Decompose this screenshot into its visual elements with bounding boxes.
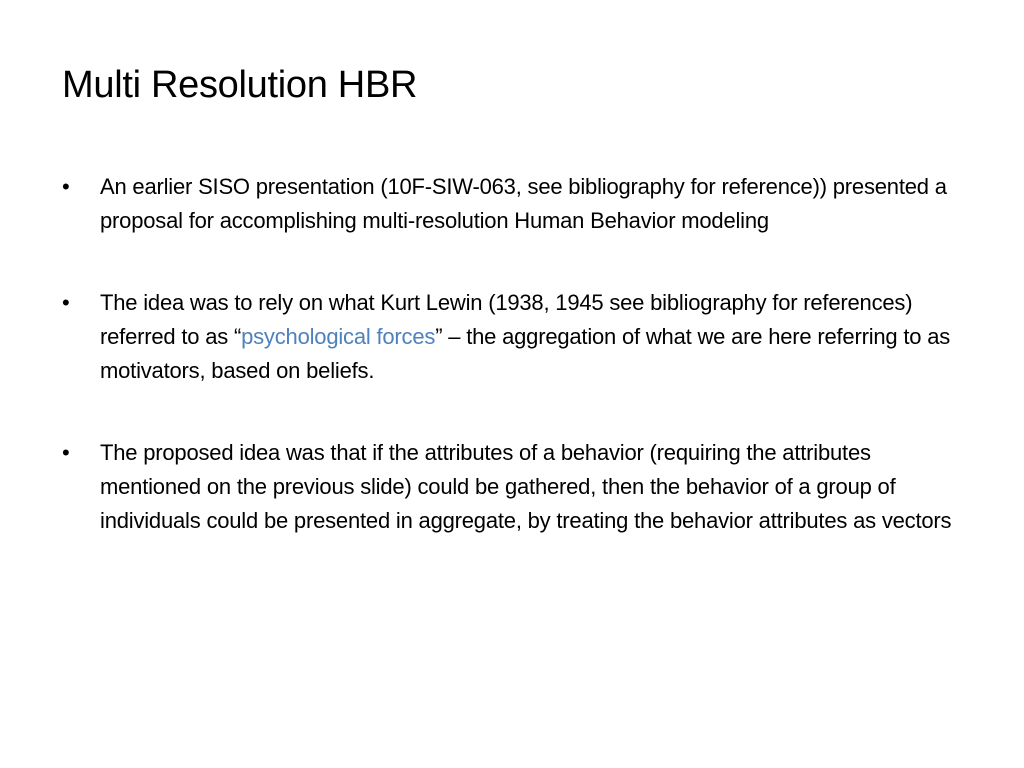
bullet-item [62, 286, 962, 388]
bullet-text: The proposed idea was that if the attributes of a behavior (requiring the attributes mentioned on the previous slide) could be gathered, then the behavior of a group of individuals could be presented in aggregate, by treating the behavior attributes as vectors [100, 440, 952, 533]
bullet-mark: • [62, 174, 70, 199]
bullet-text-before: The idea was to rely on what Kurt Lewin (1938, 1945 see bibliography for references) referred to as “ [100, 290, 913, 349]
bullet-list [62, 170, 962, 586]
bullet-text: An earlier SISO presentation (10F-SIW-063, see bibliography for reference)) presented a proposal for accomplishing multi-resolution Human Behavior modeling [100, 174, 947, 233]
bullet-item [62, 436, 962, 538]
slide-title: Multi Resolution HBR [62, 64, 418, 106]
bullet-mark: • [62, 290, 70, 315]
bullet-text-after: ” – the aggregation of what we are here referring to as motivators, based on beliefs. [100, 324, 951, 383]
bullet-item [62, 170, 962, 238]
bullet-mark: • [62, 440, 70, 465]
highlighted-term: psychological forces [241, 324, 436, 349]
